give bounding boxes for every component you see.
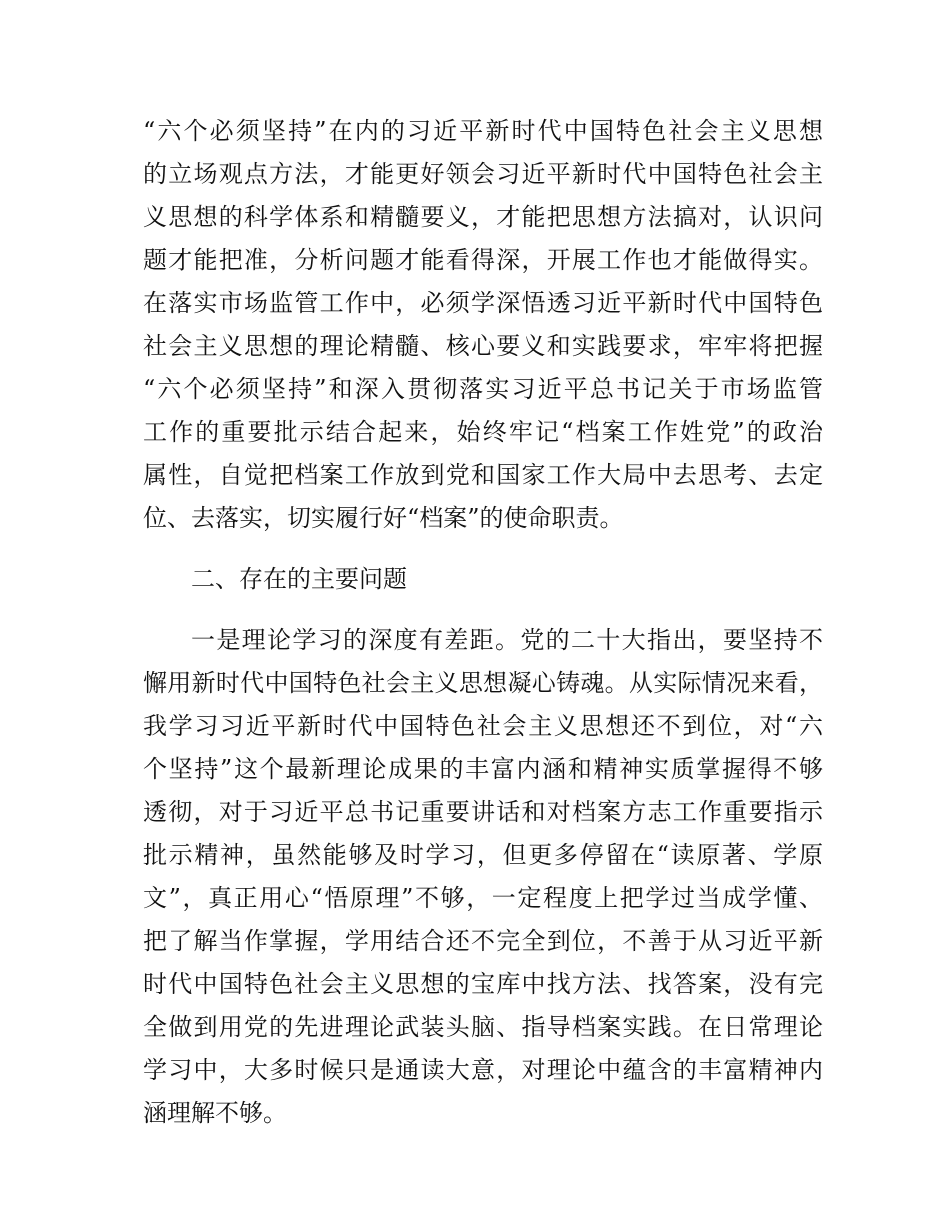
- text-line: 义思想的科学体系和精髓要义，才能把思想方法搞对，认识问: [143, 203, 823, 231]
- text-line: 属性，自觉把档案工作放到党和国家工作大局中去思考、去定: [143, 461, 823, 489]
- document-body: [143, 110, 823, 1135]
- text-line: “六个必须坚持”和深入贯彻落实习近平总书记关于市场监管: [143, 375, 823, 403]
- paragraph-problems: [143, 619, 823, 1135]
- text-line: “六个必须坚持”在内的习近平新时代中国特色社会主义思想: [143, 117, 823, 145]
- text-line: 批示精神，虽然能够及时学习，但更多停留在“读原著、学原: [143, 841, 823, 869]
- text-line: 个坚持”这个最新理论成果的丰富内涵和精神实质掌握得不够: [143, 755, 823, 783]
- text-line: 我学习习近平新时代中国特色社会主义思想还不到位，对“六: [143, 712, 823, 740]
- section-heading: 二、存在的主要问题: [191, 565, 407, 593]
- paragraph-continuation: [143, 110, 823, 540]
- text-line: 涵理解不够。: [143, 1099, 287, 1127]
- text-line: 学习中，大多时候只是通读大意，对理论中蕴含的丰富精神内: [143, 1056, 823, 1084]
- text-line: 时代中国特色社会主义思想的宝库中找方法、找答案，没有完: [143, 970, 823, 998]
- text-line: 一是理论学习的深度有差距。党的二十大指出，要坚持不: [191, 626, 823, 654]
- text-line: 全做到用党的先进理论武装头脑、指导档案实践。在日常理论: [143, 1013, 823, 1041]
- text-line: 的立场观点方法，才能更好领会习近平新时代中国特色社会主: [143, 160, 823, 188]
- text-line: 工作的重要批示结合起来，始终牢记“档案工作姓党”的政治: [143, 418, 823, 446]
- text-line: 社会主义思想的理论精髓、核心要义和实践要求，牢牢将把握: [143, 332, 823, 360]
- text-line: 位、去落实，切实履行好“档案”的使命职责。: [143, 504, 624, 532]
- text-line: 文”，真正用心“悟原理”不够，一定程度上把学过当成学懂、: [143, 884, 823, 912]
- text-line: 在落实市场监管工作中，必须学深悟透习近平新时代中国特色: [143, 289, 823, 317]
- text-line: 懈用新时代中国特色社会主义思想凝心铸魂。从实际情况来看，: [143, 669, 823, 697]
- text-line: 把了解当作掌握，学用结合还不完全到位，不善于从习近平新: [143, 927, 823, 955]
- text-line: 题才能把准，分析问题才能看得深，开展工作也才能做得实。: [143, 246, 823, 274]
- text-line: 透彻，对于习近平总书记重要讲话和对档案方志工作重要指示: [143, 798, 823, 826]
